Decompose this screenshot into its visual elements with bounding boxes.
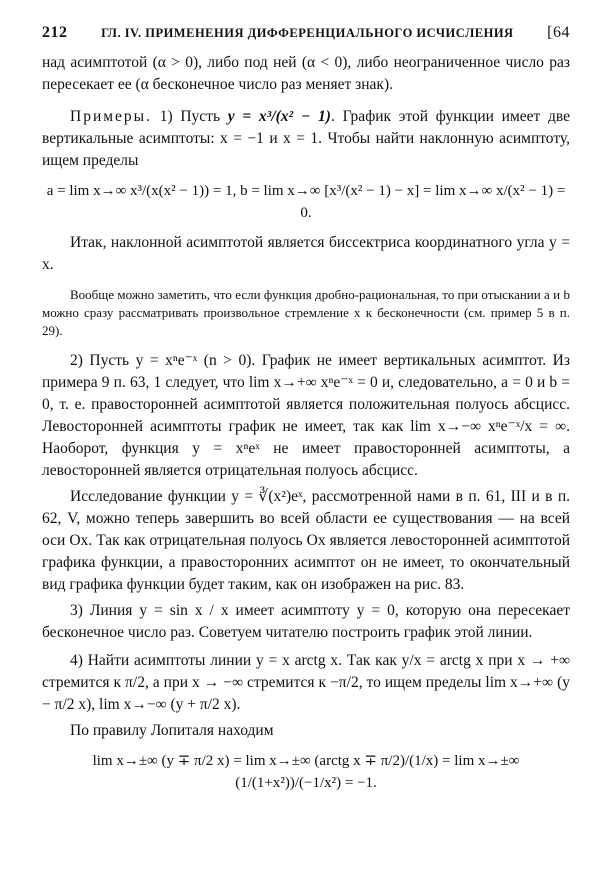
equation-limits-ab: a = lim x→∞ x³/(x(x² − 1)) = 1, b = lim x→∞ [x³/(x² − 1) − x] = lim x→∞ x/(x² − 1) = 0.	[46, 183, 566, 221]
example1-rest: . График этой функции имеет две вертикальные асимптоты: x = −1 и x = 1. Чтобы найти наклонную асимптоту, ищем пределы	[42, 108, 571, 169]
paragraph-lhopital: По правилу Лопиталя находим	[70, 722, 274, 739]
page-number: 212	[42, 24, 68, 41]
paragraph-example4: 4) Найти асимптоты линии y = x arctg x. Так как y/x = arctg x при x → +∞ стремится к π/2, а при x → −∞ стремится к −π/2, то ищем пределы lim x→+∞ (y − π/2 x), lim x→−∞ (y + π/2 x).	[42, 652, 570, 713]
example1-start: 1) Пусть	[159, 108, 221, 125]
paragraph-1: над асимптотой (α > 0), либо под ней (α < 0), либо неограниченное число раз пересекает ее (α бесконечное число раз меняет знак).	[42, 54, 570, 93]
examples-word: Примеры.	[70, 108, 152, 125]
paragraph-bisector: Итак, наклонной асимптотой является биссектриса координатного угла y = x.	[42, 234, 570, 273]
chapter-title: ГЛ. IV. ПРИМЕНЕНИЯ ДИФФЕРЕНЦИАЛЬНОГО ИСЧИСЛЕНИЯ	[101, 26, 514, 40]
paragraph-example2: 2) Пусть y = xⁿe⁻ˣ (n > 0). График не имеет вертикальных асимптот. Из примера 9 п. 63, 1 следует, что lim x→+∞ xⁿe⁻ˣ = 0 и, следовательно, a = 0 и b = 0, т. е. правосторонней асимптотой является положительная полуось абсцисс. Левосторонней асимптоты график не имеет, так как lim x→−∞ xⁿe⁻ˣ/x = ∞. Наоборот, функция y = xⁿeˣ не имеет правосторонней асимптоты, а левосторонней является отрицательная полуось абсцисс.	[42, 352, 570, 479]
paragraph-examples	[42, 106, 570, 172]
paragraph-investigation: Исследование функции y = ∛(x²)eˣ, рассмотренной нами в п. 61, III и в п. 62, V, можно теперь завершить во всей области ее существования — на всей оси Ox. Так как отрицательная полуось Ox является левосторонней асимптотой графика функции, а правосторонних асимптот он не имеет, то окончательный вид графика функции будет таким, как он изображен на рис. 83.	[42, 488, 570, 593]
note-paragraph: Вообще можно заметить, что если функция дробно-рациональная, то при отыскании a и b можно сразу рассматривать произвольное стремление x к бесконечности (см. пример 5 в п. 29).	[42, 287, 570, 338]
equation-lhopital: lim x→±∞ (y ∓ π/2 x) = lim x→±∞ (arctg x ∓ π/2)/(1/x) = lim x→±∞ (1/(1+x²))/(−1/x²) = −1.	[92, 753, 520, 791]
page-header	[42, 22, 570, 44]
section-number: [64	[547, 24, 570, 41]
example1-function: y = x³/(x² − 1)	[227, 108, 331, 125]
paragraph-example3: 3) Линия y = sin x / x имеет асимптоту y = 0, которую она пересекает бесконечное число раз. Советуем читателю построить график этой линии.	[42, 602, 570, 641]
